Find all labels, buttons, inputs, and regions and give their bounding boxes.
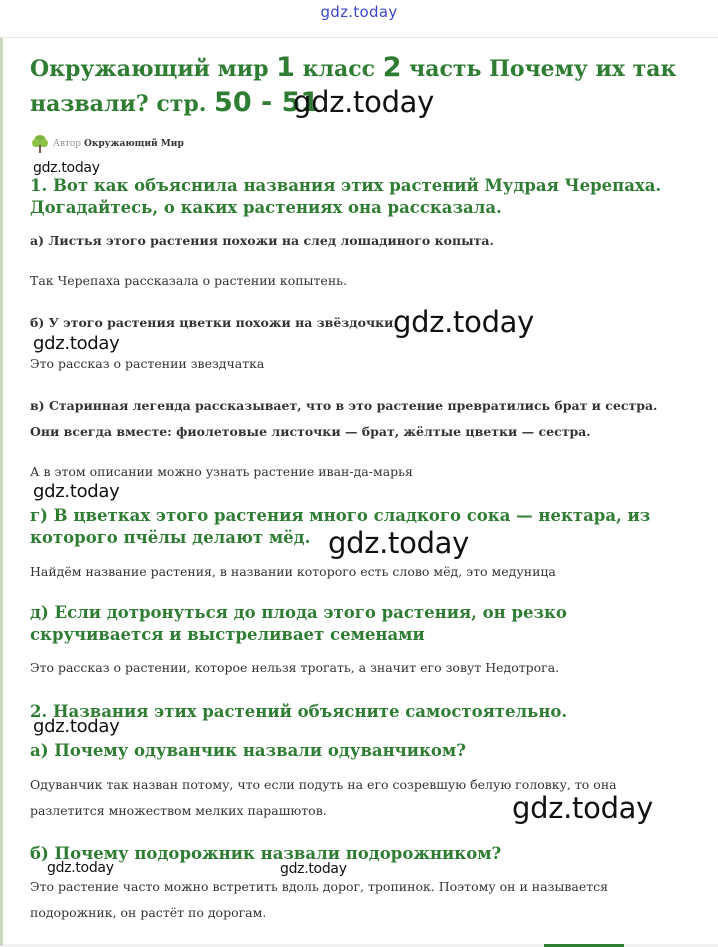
task2-a-question: а) Почему одуванчик назвали одуванчиком? [30,741,466,760]
watermark: gdz.today [33,481,120,502]
title-pages: 50 - 51 [214,87,320,118]
task1-v-question: в) Старинная легенда рассказывает, что в это растение превратились брат и сестра. Они всегда вместе: фиолетовые листочки — брат, жёлтые цветки — сестра. [30,398,658,439]
watermark: gdz.today [293,85,435,119]
task2-a-answer: Одуванчик так назван потому, что если подуть на его созревшую белую головку, то она разлетится множеством мелких парашютов. [30,777,617,818]
task2-heading: 2. Названия этих растений объясните самостоятельно. [30,702,568,721]
watermark: gdz.today [280,861,347,877]
author-line [30,134,184,154]
task1-b-answer: Это рассказ о растении звездчатка [30,356,265,371]
author-name[interactable]: Окружающий Мир [84,139,184,149]
top-watermark: gdz.today [320,3,398,21]
watermark: gdz.today [33,333,120,354]
watermark: gdz.today [393,305,535,339]
watermark: gdz.today [47,860,114,876]
task1-a-answer: Так Черепаха рассказала о растении копытень. [30,273,347,288]
task2-b-question: б) Почему подорожник назвали подорожником? [30,844,502,863]
watermark: gdz.today [328,526,470,560]
task1-b-question: б) У этого растения цветки похожи на звёздочки. [30,315,398,330]
task1-d-question: д) Если дотронуться до плода этого растения, он резко скручивается и выстреливает семенами [30,603,567,644]
task1-a-question: а) Листья этого растения похожи на след лошадиного копыта. [30,233,494,248]
task1-g-answer: Найдём название растения, в названии которого есть слово мёд, это медуница [30,564,556,579]
task2-b-answer: Это растение часто можно встретить вдоль дорог, тропинок. Поэтому он и называется подорожник, он растёт по дорогам. [30,879,609,920]
task1-heading: 1. Вот как объяснила названия этих растений Мудрая Черепаха. Догадайтесь, о каких растениях она рассказала. [30,176,662,217]
watermark: gdz.today [33,716,120,737]
tree-icon [30,134,50,154]
watermark: gdz.today [33,160,100,176]
title-text-2: класс [294,56,383,82]
title-text-3: часть Почему их так назвали? стр. [30,56,677,117]
task1-v-answer: А в этом описании можно узнать растение иван-да-марья [30,464,413,479]
task1-g-question: г) В цветках этого растения много сладкого сока — нектара, из которого пчёлы делают мёд. [30,506,651,547]
title-grade: 1 [276,52,295,83]
title-text-1: Окружающий мир [30,56,277,82]
task1-d-answer: Это рассказ о растении, которое нельзя трогать, а значит его зовут Недотрога. [30,660,560,675]
title-part: 2 [382,52,402,83]
author-label: Автор [53,139,82,149]
watermark: gdz.today [512,791,654,825]
